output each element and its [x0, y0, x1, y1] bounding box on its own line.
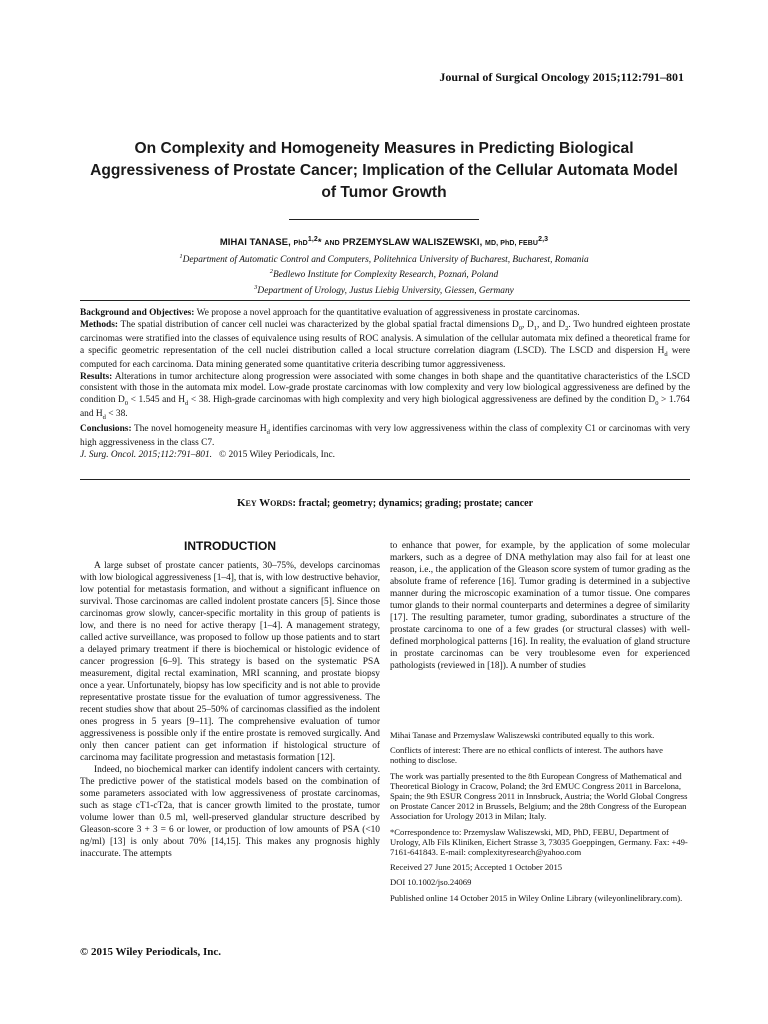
- author-conjunction: AND: [324, 240, 340, 248]
- author-1-affil-marks: 1,2: [307, 236, 318, 243]
- abstract-results-label: Results:: [80, 371, 113, 382]
- affiliation-3-mark: 3: [254, 283, 258, 291]
- affiliation-2: [90, 266, 678, 281]
- keywords-text: fractal; geometry; dynamics; grading; prostate; cancer: [296, 498, 534, 509]
- affiliation-3: [90, 282, 678, 297]
- left-column: [80, 540, 380, 860]
- subscript: 0: [655, 399, 659, 407]
- abstract-methods-text: . Two hundred eighteen prostate carcinomas were stratified into the classes of equivalence using results of ROC analysis. A simulation of the cellular automata mix defined a theoretical frame for a specific geometric representation of the cell nuclei distribution called a local structure correlation diagram (LSCD). The LSCD and dispersion H: [80, 319, 691, 356]
- abstract-results-text: < 38. High-grade carcinomas with high complexity and very high biological aggressiveness are defined by the condition D: [188, 394, 656, 405]
- abstract-results-text: > 1.764 and H: [80, 394, 690, 420]
- abstract-background: [80, 308, 690, 320]
- intro-paragraph-2: Indeed, no biochemical marker can identify indolent cancers with certainty. The predictive power of the statistical models based on the combination of some parameters associated with low aggressiveness of prostate carcinomas, such as stage cT1-cT2a, that is cancer growth limited to the prostate, tumor volume lower than 0.5 ml, well-preserved glandular structure described by Gleason-score 3 + 3 = 6 or lower, or production of low amounts of PSA (<10 ng/ml) [13] is only about 70% [14,15]. This makes any prognosis highly inaccurate. The attempts: [80, 765, 380, 859]
- abstract-methods-text: , D: [521, 319, 534, 330]
- subscript: 0: [124, 399, 129, 407]
- keywords-label: Key Words:: [236, 497, 297, 509]
- author-2-name: PRZEMYSLAW WALISZEWSKI,: [342, 236, 483, 248]
- subscript: d: [664, 350, 668, 358]
- affiliation-1: [90, 251, 678, 266]
- journal-reference: Journal of Surgical Oncology 2015;112:791–801: [439, 70, 684, 84]
- footnote-conflicts: Conflicts of interest: There are no ethical conflicts of interest. The authors have nothing to disclose.: [390, 745, 663, 766]
- footnote-published: Published online 14 October 2015 in Wiley Online Library (wileyonlinelibrary.com).: [390, 892, 683, 903]
- footnote-received: Received 27 June 2015; Accepted 1 October 2015: [390, 862, 563, 873]
- abstract-conclusions: [80, 424, 690, 450]
- abstract-conclusions-label: Conclusions:: [80, 423, 132, 434]
- abstract-results-text: Alterations in tumor architecture along progression were associated with some changes in both shape and the quantitative characteristics of the LSCD consistent with those in the automata mix model. Low-grade prostate carcinomas with low complexity and very low biological aggressiveness are defined by the condition D: [80, 371, 690, 405]
- abstract-methods-text: The spatial distribution of cancer cell nuclei was characterized by the global spatial fractal dimensions D: [118, 319, 519, 330]
- abstract-background-label: Background and Objectives:: [80, 308, 195, 318]
- affiliation-2-text: Bedlewo Institute for Complexity Research, Poznań, Poland: [273, 270, 499, 281]
- abstract-conclusions-text: The novel homogeneity measure H: [131, 423, 267, 434]
- abstract: [80, 308, 690, 462]
- abstract-citation: [80, 450, 690, 462]
- footnote-correspondence: *Correspondence to: Przemyslaw Waliszewski, MD, PhD, FEBU, Department of Urology, Alb Fils Kliniken, Eichert Strasse 3, 73035 Goeppingen, Germany. Fax: +49-7161-641843. E-mail: complexityresearch@yahoo.com: [390, 826, 688, 858]
- footnotes: [390, 730, 690, 908]
- page-copyright: © 2015 Wiley Periodicals, Inc.: [80, 946, 222, 958]
- citation-text: J. Surg. Oncol. 2015;112:791–801.: [80, 449, 213, 460]
- right-column: [390, 540, 690, 672]
- affiliations: [90, 251, 678, 297]
- footnote-equal-contribution: Mihai Tanase and Przemyslaw Waliszewski contributed equally to this work.: [390, 730, 655, 740]
- subscript: 0: [518, 324, 522, 332]
- subscript: d: [266, 428, 270, 436]
- abstract-methods-text: , and D: [537, 319, 566, 330]
- intro-paragraph-1: A large subset of prostate cancer patients, 30–75%, develops carcinomas with low biological aggressiveness [1–4], that is, with low destructive behavior, low potential for metastasis formation, and without a significant influence on survival. Those carcinomas are called indolent prostate cancers [5]. Since those carcinomas grow slowly, cancer-specific mortality in this group of patients is low, and there is no need for active therapy [1–4]. A management strategy, called active surveillance, was proposed to follow up those patients and to start a delayed primary treatment if there is biochemical or histologic evidence of cancer progression [6–9]. This strategy is based on the systematic PSA measurement, digital rectal examination, MRI scanning, and prostate biopsy once a year. Unfortunately, biopsy has low specificity and is not able to provide representative prostate tissue for the evaluation of tumor aggressiveness. The recent studies show that about 25–50% of carcinomas classified as the indolent ones progress in 5 years [9–11]. The comprehensive evaluation of tumor aggressiveness is possible only if the entire prostate is removed surgically. And only then cancer patient can get information if histological structure of carcinoma may facilitate progression and metastasis formation [12].: [80, 561, 380, 763]
- affiliation-3-text: Department of Urology, Justus Liebig University, Giessen, Germany: [257, 285, 514, 296]
- title-divider: [289, 219, 479, 220]
- abstract-methods-label: Methods:: [80, 319, 119, 330]
- abstract-results-text: < 1.545 and H: [128, 394, 186, 405]
- abstract-methods-text: were computed for each carcinoma. Data mining generated some quantitative criteria describing tumor aggressiveness.: [80, 345, 690, 371]
- abstract-methods: [80, 320, 690, 372]
- author-2-affil-marks: 2,3: [538, 236, 549, 243]
- abstract-bottom-rule: [80, 479, 690, 480]
- affiliation-1-text: Department of Automatic Control and Computers, Politehnica University of Bucharest, Bucharest, Romania: [182, 255, 589, 266]
- author-1-degree: PhD: [293, 240, 308, 248]
- author-2-degree: MD, PhD, FEBU: [485, 240, 539, 248]
- footnote-presentations: The work was partially presented to the 8th European Congress of Mathematical and Theoretical Biology in Cracow, Poland; the 3rd EMUC Congress 2011 in Barcelona, Spain; the 9th ESUR Congress 2011 in Innsbruck, Austria; the World Global Congress on Prostate Cancer 2012 in Brussels, Belgium; and the 28th Congress of the European Association for Urology 2013 in Milan; Italy.: [390, 770, 688, 822]
- intro-paragraph-3: to enhance that power, for example, by the application of some molecular markers, such as a degree of DNA methylation may also fail for at least one reason, i.e., the application of the Gleason score system of tumor grading as the absolute frame of reference [16]. Tumor grading is determined in a subjective manner during the microscopic examination of a tumor tissue. One compares tumor glands to their normal counterparts and determines a degree of similarity [17]. The resulting parameter, tumor grading, subordinates a structure of the prostate carcinoma to one of a few grades (or structural classes) with well-defined morphological patterns [16]. In reality, the evaluation of gland structure in prostate carcinomas can be very troublesome even for experienced pathologists (reviewed in [18]). A number of studies: [390, 541, 690, 671]
- author-line: [90, 236, 678, 247]
- affiliation-1-mark: 1: [179, 253, 183, 260]
- abstract-results: [80, 372, 690, 424]
- corresponding-mark: *: [317, 236, 322, 248]
- keywords: [80, 497, 690, 509]
- subscript: 2: [565, 324, 569, 332]
- subscript: d: [185, 399, 189, 407]
- abstract-results-text: < 38.: [105, 409, 128, 420]
- subscript: d: [102, 414, 106, 422]
- affiliation-2-mark: 2: [269, 268, 274, 276]
- abstract-copyright: © 2015 Wiley Periodicals, Inc.: [219, 449, 335, 460]
- abstract-background-text: We propose a novel approach for the quantitative evaluation of aggressiveness in prostate carcinomas.: [194, 308, 580, 318]
- abstract-conclusions-text: identifies carcinomas with very low aggressiveness within the class of complexity C1 or carcinomas with very high aggressiveness in the class C7.: [80, 423, 691, 449]
- author-1-name: MIHAI TANASE,: [219, 236, 291, 248]
- introduction-heading: INTRODUCTION: [184, 539, 276, 553]
- subscript: 1: [533, 324, 538, 332]
- article-title: On Complexity and Homogeneity Measures in Predicting Biological Aggressiveness of Prostate Cancer; Implication of the Cellular Automata Model of Tumor Growth: [90, 140, 678, 201]
- abstract-top-rule: [80, 300, 690, 301]
- footnote-doi: DOI 10.1002/jso.24069: [390, 877, 472, 888]
